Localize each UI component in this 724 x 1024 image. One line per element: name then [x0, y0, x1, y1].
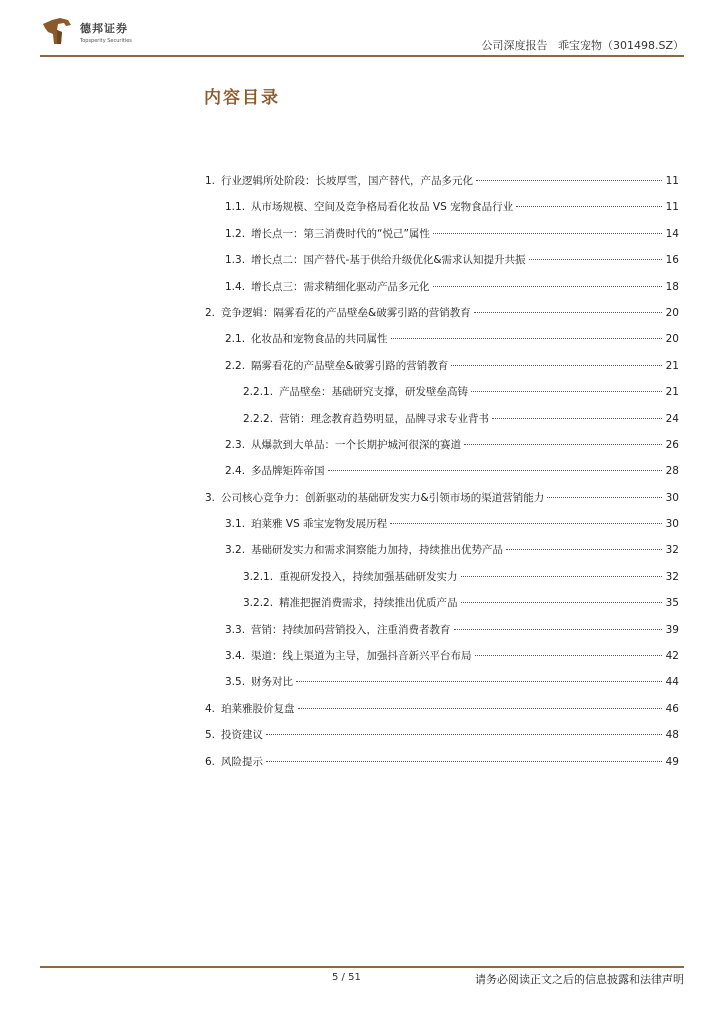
toc-entry[interactable] — [205, 569, 679, 595]
toc-entry[interactable] — [205, 384, 679, 410]
toc-entry-number: 3.4. — [225, 650, 246, 663]
toc-entry-page: 48 — [665, 729, 679, 742]
toc-entry-page: 20 — [665, 333, 679, 346]
toc-entry-page: 44 — [665, 676, 679, 689]
header-divider — [40, 55, 684, 57]
toc-entry-title: 重视研发投入，持续加强基础研发实力 — [279, 570, 458, 583]
toc-entry-number: 2.2. — [225, 359, 246, 372]
toc-entry-title: 营销：持续加码营销投入，注重消费者教育 — [251, 623, 451, 636]
toc-entry[interactable] — [205, 199, 679, 225]
toc-entry-title: 增长点一：第三消费时代的“悦己”属性 — [251, 227, 430, 240]
toc-entry-title: 珀莱雅股价复盘 — [221, 702, 295, 715]
toc-entry-page: 49 — [665, 755, 679, 768]
toc-dot-leader — [475, 655, 662, 656]
toc-entry-title: 产品壁垒：基础研究支撑，研发壁垒高铸 — [279, 386, 469, 399]
report-header — [481, 37, 684, 53]
toc-entry-page: 46 — [665, 702, 679, 715]
toc-entry-title: 财务对比 — [251, 676, 294, 689]
toc-entry-number: 3. — [205, 491, 216, 504]
toc-entry-page: 32 — [665, 570, 679, 583]
toc-dot-leader — [529, 259, 662, 260]
toc-entry[interactable] — [205, 463, 679, 489]
toc-entry-title: 行业逻辑所处阶段：长坡厚雪，国产替代，产品多元化 — [221, 175, 474, 187]
toc-dot-leader — [433, 286, 662, 287]
toc-entry-page: 16 — [665, 254, 679, 267]
toc-entry-number: 2. — [205, 306, 216, 319]
toc-entry[interactable] — [205, 542, 679, 568]
toc-entry[interactable] — [205, 358, 679, 384]
toc-entry-number: 5. — [205, 729, 216, 742]
toc-entry-page: 42 — [665, 650, 679, 663]
toc-entry-page: 30 — [665, 491, 679, 504]
toc-entry-title: 公司核心竞争力：创新驱动的基础研发实力&引领市场的渠道营销能力 — [221, 491, 545, 504]
toc-dot-leader — [461, 602, 662, 603]
toc-entry-title: 渠道：线上渠道为主导，加强抖音新兴平台布局 — [251, 650, 472, 663]
company-label: 乖宝宠物（301498.SZ） — [557, 39, 684, 52]
toc-entry-page: 35 — [665, 597, 679, 610]
brand-name-en: Topsperity Securities — [80, 38, 132, 44]
toc-entry-number: 2.4. — [225, 465, 246, 478]
toc-entry-number: 2.3. — [225, 438, 246, 451]
toc-entry-title: 投资建议 — [221, 729, 264, 742]
toc-dot-leader — [433, 233, 662, 234]
toc-entry-page: 39 — [665, 623, 679, 636]
toc-entry-page: 21 — [665, 359, 679, 372]
toc-entry[interactable] — [205, 305, 679, 331]
toc-entry-title: 增长点二：国产替代-基于供给升级优化&需求认知提升共振 — [251, 254, 526, 267]
toc-title: 内容目录 — [204, 88, 280, 108]
toc-entry-page: 11 — [665, 201, 679, 214]
toc-dot-leader — [461, 576, 662, 577]
toc-entry[interactable] — [205, 701, 679, 727]
toc-entry-page: 11 — [665, 175, 679, 187]
toc-entry-page: 30 — [665, 518, 679, 531]
toc-entry[interactable] — [205, 437, 679, 463]
toc-dot-leader — [451, 365, 662, 366]
toc-entry-title: 精准把握消费需求，持续推出优质产品 — [279, 597, 458, 610]
toc-entry-title: 多品牌矩阵帝国 — [251, 465, 325, 478]
toc-entry-number: 3.2.1. — [243, 570, 274, 583]
toc-entry-page: 26 — [665, 438, 679, 451]
toc-entry-page: 21 — [665, 386, 679, 399]
toc-entry-page: 20 — [665, 306, 679, 319]
toc-entry-title: 从市场规模、空间及竞争格局看化妆品 VS 宠物食品行业 — [251, 201, 514, 214]
toc-entry-title: 化妆品和宠物食品的共同属性 — [251, 333, 388, 346]
toc-entry-number: 4. — [205, 702, 216, 715]
toc-entry-page: 32 — [665, 544, 679, 557]
toc-entry-number: 1.4. — [225, 280, 246, 293]
toc-dot-leader — [464, 444, 662, 445]
toc-entry-number: 2.2.2. — [243, 412, 274, 425]
toc-dot-leader — [516, 206, 662, 207]
toc-dot-leader — [266, 761, 662, 762]
toc-entry-title: 竞争逻辑：隔雾看花的产品壁垒&破雾引路的营销教育 — [221, 306, 471, 319]
toc-entry-number: 6. — [205, 755, 216, 768]
toc-entry-page: 18 — [665, 280, 679, 293]
toc-dot-leader — [391, 338, 662, 339]
brand-logo — [40, 14, 160, 50]
toc-dot-leader — [547, 497, 662, 498]
toc-entry[interactable] — [205, 595, 679, 621]
report-type-label: 公司深度报告 — [481, 39, 548, 52]
toc-dot-leader — [476, 180, 662, 181]
toc-dot-leader — [266, 734, 662, 735]
toc-entry[interactable] — [205, 516, 679, 542]
toc-entry[interactable] — [205, 226, 679, 252]
toc-entry[interactable] — [205, 622, 679, 648]
toc-entry-number: 1. — [205, 175, 216, 187]
toc-entry[interactable] — [205, 674, 679, 700]
toc-entry[interactable] — [205, 727, 679, 753]
toc-entry-number: 3.2.2. — [243, 597, 274, 610]
toc-entry-number: 2.1. — [225, 333, 246, 346]
page-number: 5 / 51 — [332, 972, 361, 983]
toc-entry-page: 14 — [665, 227, 679, 240]
toc-entry-title: 风险提示 — [221, 755, 264, 768]
toc-list — [205, 173, 679, 780]
toc-entry-page: 28 — [665, 465, 679, 478]
toc-entry-number: 1.1. — [225, 201, 246, 214]
toc-entry-title: 营销：理念教育趋势明显，品牌寻求专业背书 — [279, 412, 490, 425]
toc-dot-leader — [328, 470, 662, 471]
toc-entry-number: 3.5. — [225, 676, 246, 689]
toc-entry-number: 3.1. — [225, 518, 246, 531]
toc-entry-number: 3.2. — [225, 544, 246, 557]
toc-entry-number: 1.2. — [225, 227, 246, 240]
toc-dot-leader — [390, 523, 662, 524]
toc-entry[interactable] — [205, 754, 679, 780]
toc-dot-leader — [474, 312, 662, 313]
bull-logo-icon — [40, 14, 74, 48]
toc-entry-title: 从爆款到大单品：一个长期护城河很深的赛道 — [251, 438, 462, 451]
toc-dot-leader — [454, 629, 662, 630]
toc-entry[interactable] — [205, 279, 679, 305]
toc-entry-title: 珀莱雅 VS 乖宝宠物发展历程 — [251, 518, 388, 531]
toc-entry-title: 隔雾看花的产品壁垒&破雾引路的营销教育 — [251, 359, 449, 372]
toc-entry[interactable] — [205, 331, 679, 357]
toc-entry-title: 增长点三：需求精细化驱动产品多元化 — [251, 280, 430, 293]
toc-entry-number: 2.2.1. — [243, 386, 274, 399]
footer-disclaimer: 请务必阅读正文之后的信息披露和法律声明 — [475, 973, 684, 986]
toc-entry-number: 3.3. — [225, 623, 246, 636]
toc-dot-leader — [298, 708, 662, 709]
toc-entry-title: 基础研发实力和需求洞察能力加持，持续推出优势产品 — [251, 544, 504, 557]
toc-entry[interactable] — [205, 173, 679, 199]
toc-entry[interactable] — [205, 648, 679, 674]
brand-name-cn: 德邦证券 — [80, 22, 128, 35]
toc-dot-leader — [471, 391, 662, 392]
toc-entry[interactable] — [205, 490, 679, 516]
toc-dot-leader — [492, 418, 662, 419]
toc-dot-leader — [296, 681, 662, 682]
toc-entry[interactable] — [205, 411, 679, 437]
toc-dot-leader — [506, 549, 662, 550]
footer-divider — [40, 966, 684, 968]
toc-entry-number: 1.3. — [225, 254, 246, 267]
toc-entry-page: 24 — [665, 412, 679, 425]
toc-entry[interactable] — [205, 252, 679, 278]
